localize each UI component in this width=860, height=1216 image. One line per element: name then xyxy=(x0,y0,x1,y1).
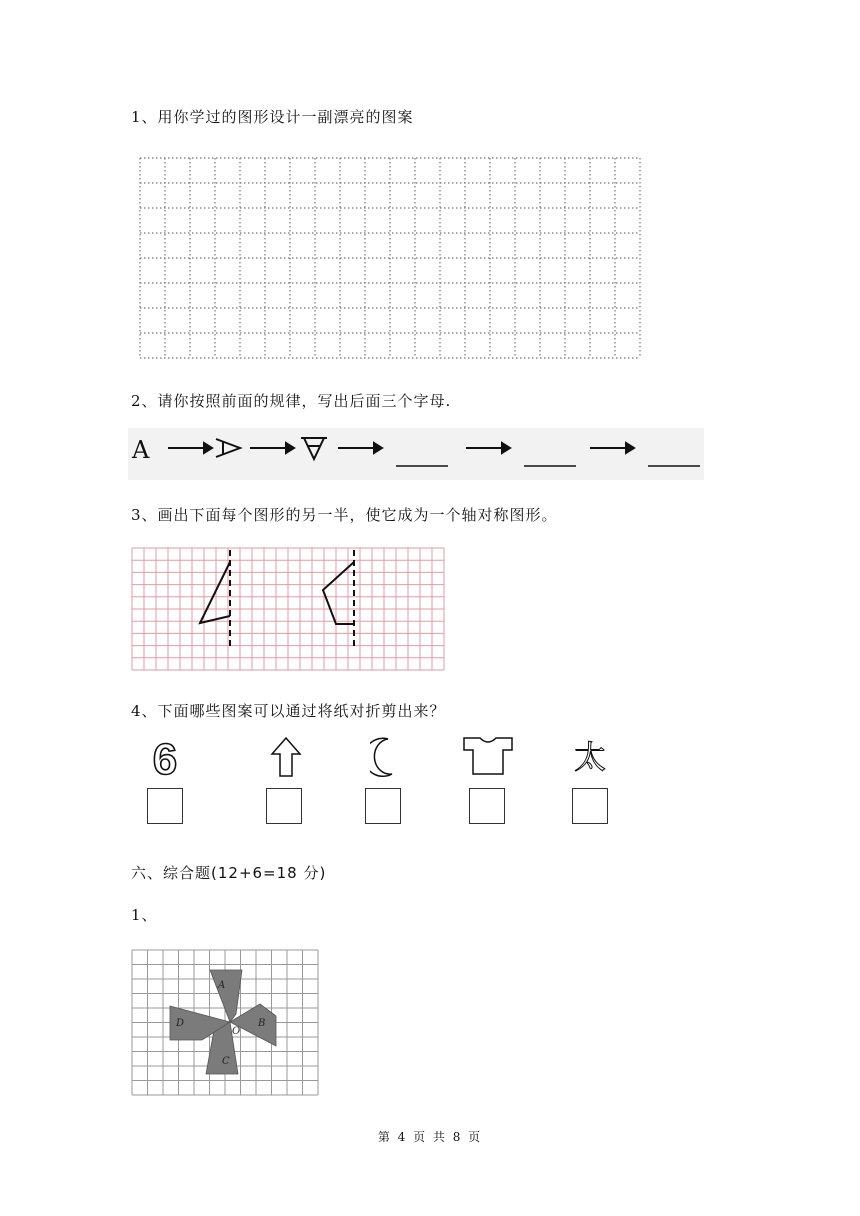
tai-character-icon xyxy=(570,736,610,776)
dotted-design-grid xyxy=(136,154,646,366)
label-d: D xyxy=(176,1018,185,1029)
shirt-icon xyxy=(462,734,514,778)
rotated-a-right-icon xyxy=(216,439,240,457)
question-3-text: 3、画出下面每个图形的另一半，使它成为一个轴对称图形。 xyxy=(131,506,558,524)
svg-text:6: 6 xyxy=(152,735,178,780)
question-2-text: 2、请你按照前面的规律，写出后面三个字母. xyxy=(131,392,452,410)
answer-box-3[interactable] xyxy=(365,788,401,824)
pink-symmetry-grid xyxy=(130,546,450,674)
page-footer: 第 4 页 共 8 页 xyxy=(377,1130,483,1144)
section-6-question-1-label: 1、 xyxy=(131,906,158,924)
section-6-heading: 六、综合题(12+6=18 分) xyxy=(131,864,327,882)
answer-box-2[interactable] xyxy=(266,788,302,824)
answer-box-5[interactable] xyxy=(572,788,608,824)
label-b: B xyxy=(258,1018,266,1029)
answer-box-4[interactable] xyxy=(469,788,505,824)
label-o: O xyxy=(232,1026,241,1037)
upside-down-a-icon xyxy=(301,438,327,459)
crescent-moon-icon xyxy=(370,736,398,778)
question-4-text: 4、下面哪些图案可以通过将纸对折剪出来？ xyxy=(131,702,446,720)
svg-text:太: 太 xyxy=(573,738,607,776)
label-c: C xyxy=(222,1056,230,1067)
half-pentagon-shape xyxy=(323,562,354,624)
rotation-figure-grid xyxy=(130,946,322,1100)
question-1-text: 1、用你学过的图形设计一副漂亮的图案 xyxy=(131,108,414,126)
sequence-letter-a: A xyxy=(132,436,150,464)
label-a: A xyxy=(218,980,226,991)
shape-a-top xyxy=(210,970,242,1022)
sequence-arrows xyxy=(128,428,704,480)
answer-box-1[interactable] xyxy=(147,788,183,824)
up-arrow-icon xyxy=(270,736,302,780)
letter-sequence-strip xyxy=(128,428,704,480)
digit-six-icon xyxy=(145,734,185,780)
